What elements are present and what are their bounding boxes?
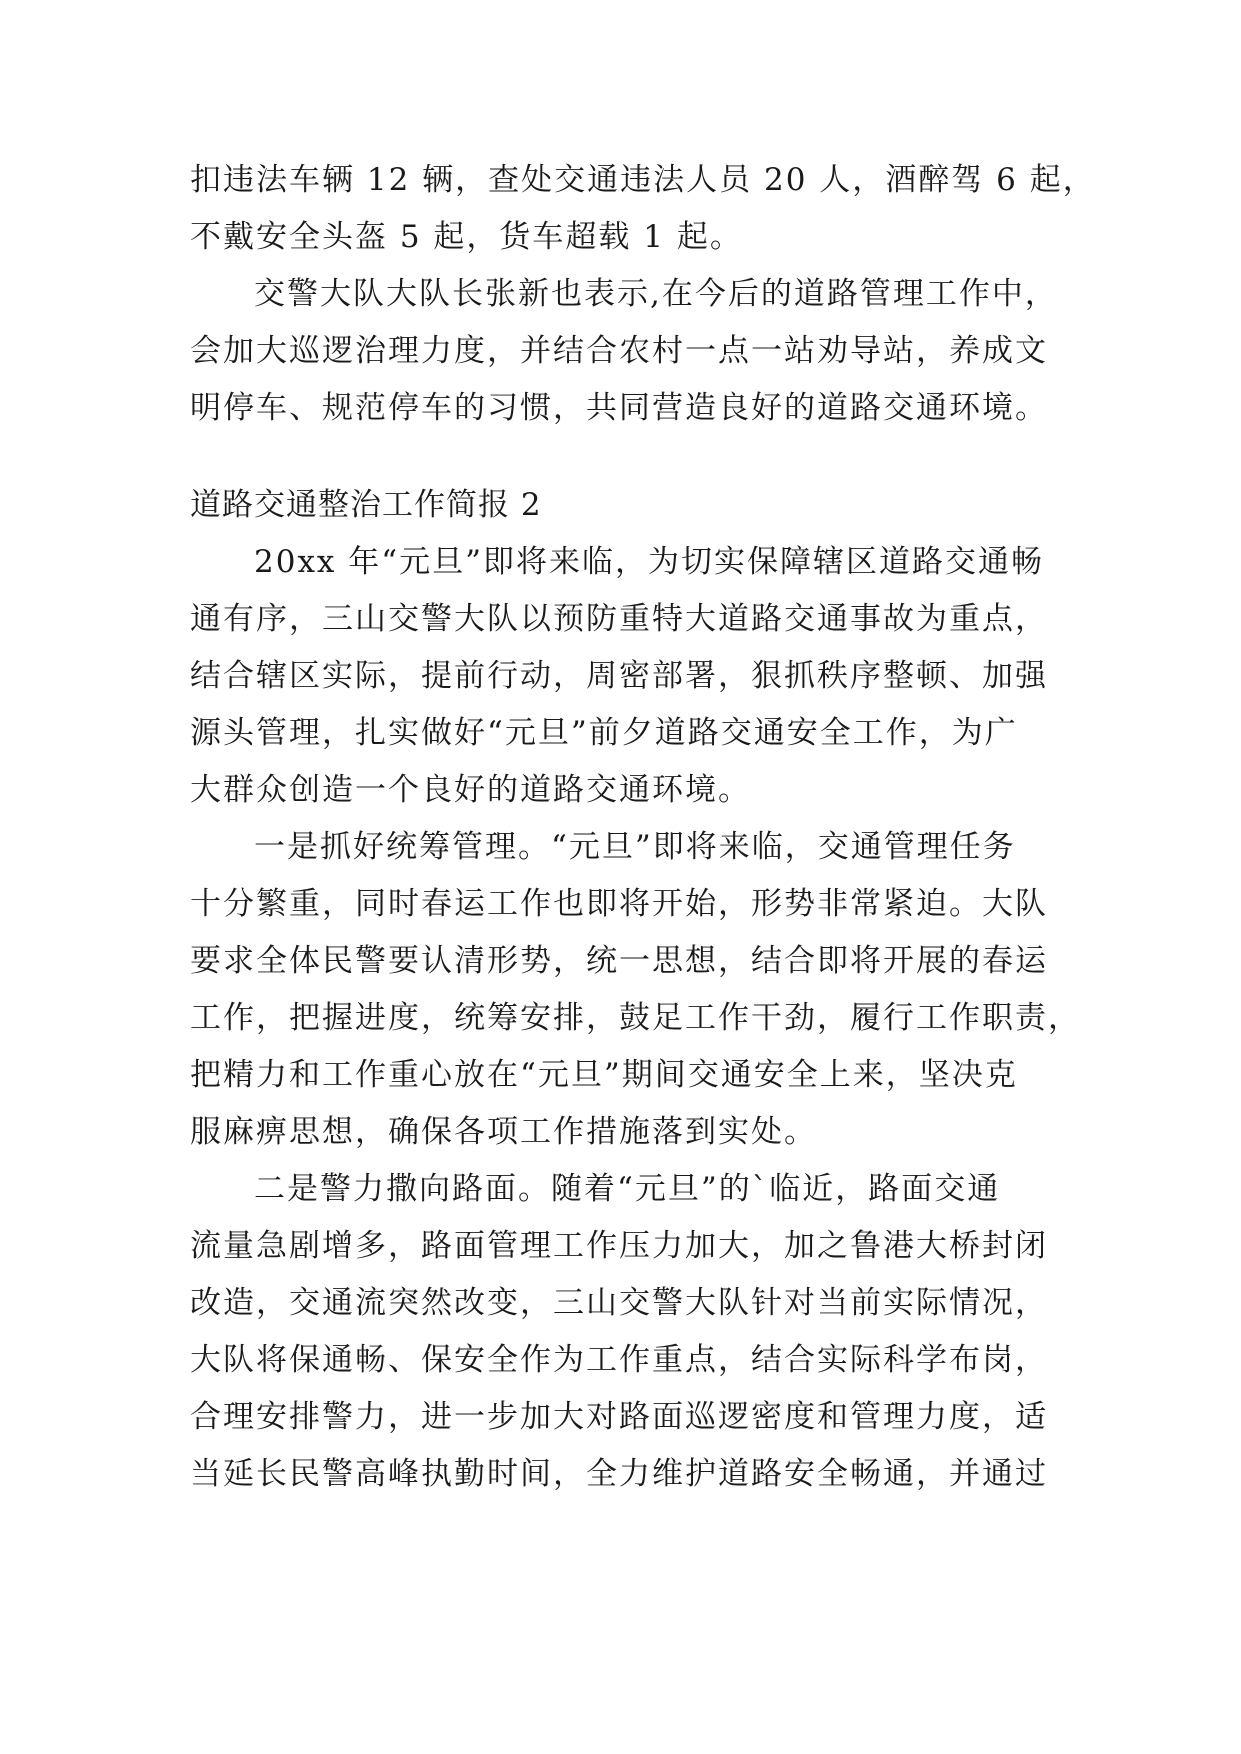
text-line: 源头管理，扎实做好“元旦”前夕道路交通安全工作，为广 — [190, 715, 1018, 751]
paragraph — [190, 266, 1090, 437]
text-line: 不戴安全头盔 5 起，货车超载 1 起。 — [190, 219, 743, 255]
text-line: 当延长民警高峰执勤时间，全力维护道路安全畅通，并通过 — [190, 1456, 1048, 1492]
paragraph — [190, 534, 1090, 819]
text-line: 扣违法车辆 12 辆，查处交通违法人员 20 人，酒醉驾 6 起， — [190, 162, 1096, 198]
text-line: 要求全体民警要认清形势，统一思想，结合即将开展的春运 — [190, 943, 1048, 979]
text-line: 服麻痹思想，确保各项工作措施落到实处。 — [190, 1114, 817, 1150]
text-line: 合理安排警力，进一步加大对路面巡逻密度和管理力度，适 — [190, 1399, 1048, 1435]
text-line: 通有序，三山交警大队以预防重特大道路交通事故为重点， — [190, 601, 1048, 637]
text-line: 把精力和工作重心放在“元旦”期间交通安全上来，坚决克 — [190, 1057, 1018, 1093]
text-line: 大群众创造一个良好的道路交通环境。 — [190, 772, 751, 808]
text-line: 明停车、规范停车的习惯，共同营造良好的道路交通环境。 — [190, 390, 1048, 426]
text-line: 改造，交通流突然改变，三山交警大队针对当前实际情况， — [190, 1285, 1048, 1321]
text-line: 结合辖区实际，提前行动，周密部署，狠抓秩序整顿、加强 — [190, 658, 1048, 694]
section-spacer — [190, 437, 1090, 477]
text-line: 流量急剧增多，路面管理工作压力加大，加之鲁港大桥封闭 — [190, 1228, 1048, 1264]
paragraph — [190, 1161, 1090, 1503]
text-line: 交警大队大队长张新也表示,在今后的道路管理工作中， — [254, 276, 1058, 312]
text-line: 工作，把握进度，统筹安排，鼓足工作干劲，履行工作职责， — [190, 1000, 1081, 1036]
text-line: 会加大巡逻治理力度，并结合农村一点一站劝导站，养成文 — [190, 333, 1048, 369]
text-line: 大队将保通畅、保安全作为工作重点，结合实际科学布岗， — [190, 1342, 1048, 1378]
text-line: 一是抓好统筹管理。“元旦”即将来临，交通管理任务 — [254, 829, 1016, 865]
paragraph-continued — [190, 152, 1096, 266]
section-title: 道路交通整治工作简报 2 — [190, 487, 542, 523]
text-line: 20xx 年“元旦”即将来临，为切实保障辖区道路交通畅 — [254, 544, 1044, 580]
document-body — [190, 152, 1096, 1503]
text-line: 十分繁重，同时春运工作也即将开始，形势非常紧迫。大队 — [190, 886, 1048, 922]
text-line: 二是警力撒向路面。随着“元旦”的`临近，路面交通 — [254, 1171, 1001, 1207]
paragraph — [190, 819, 1090, 1161]
